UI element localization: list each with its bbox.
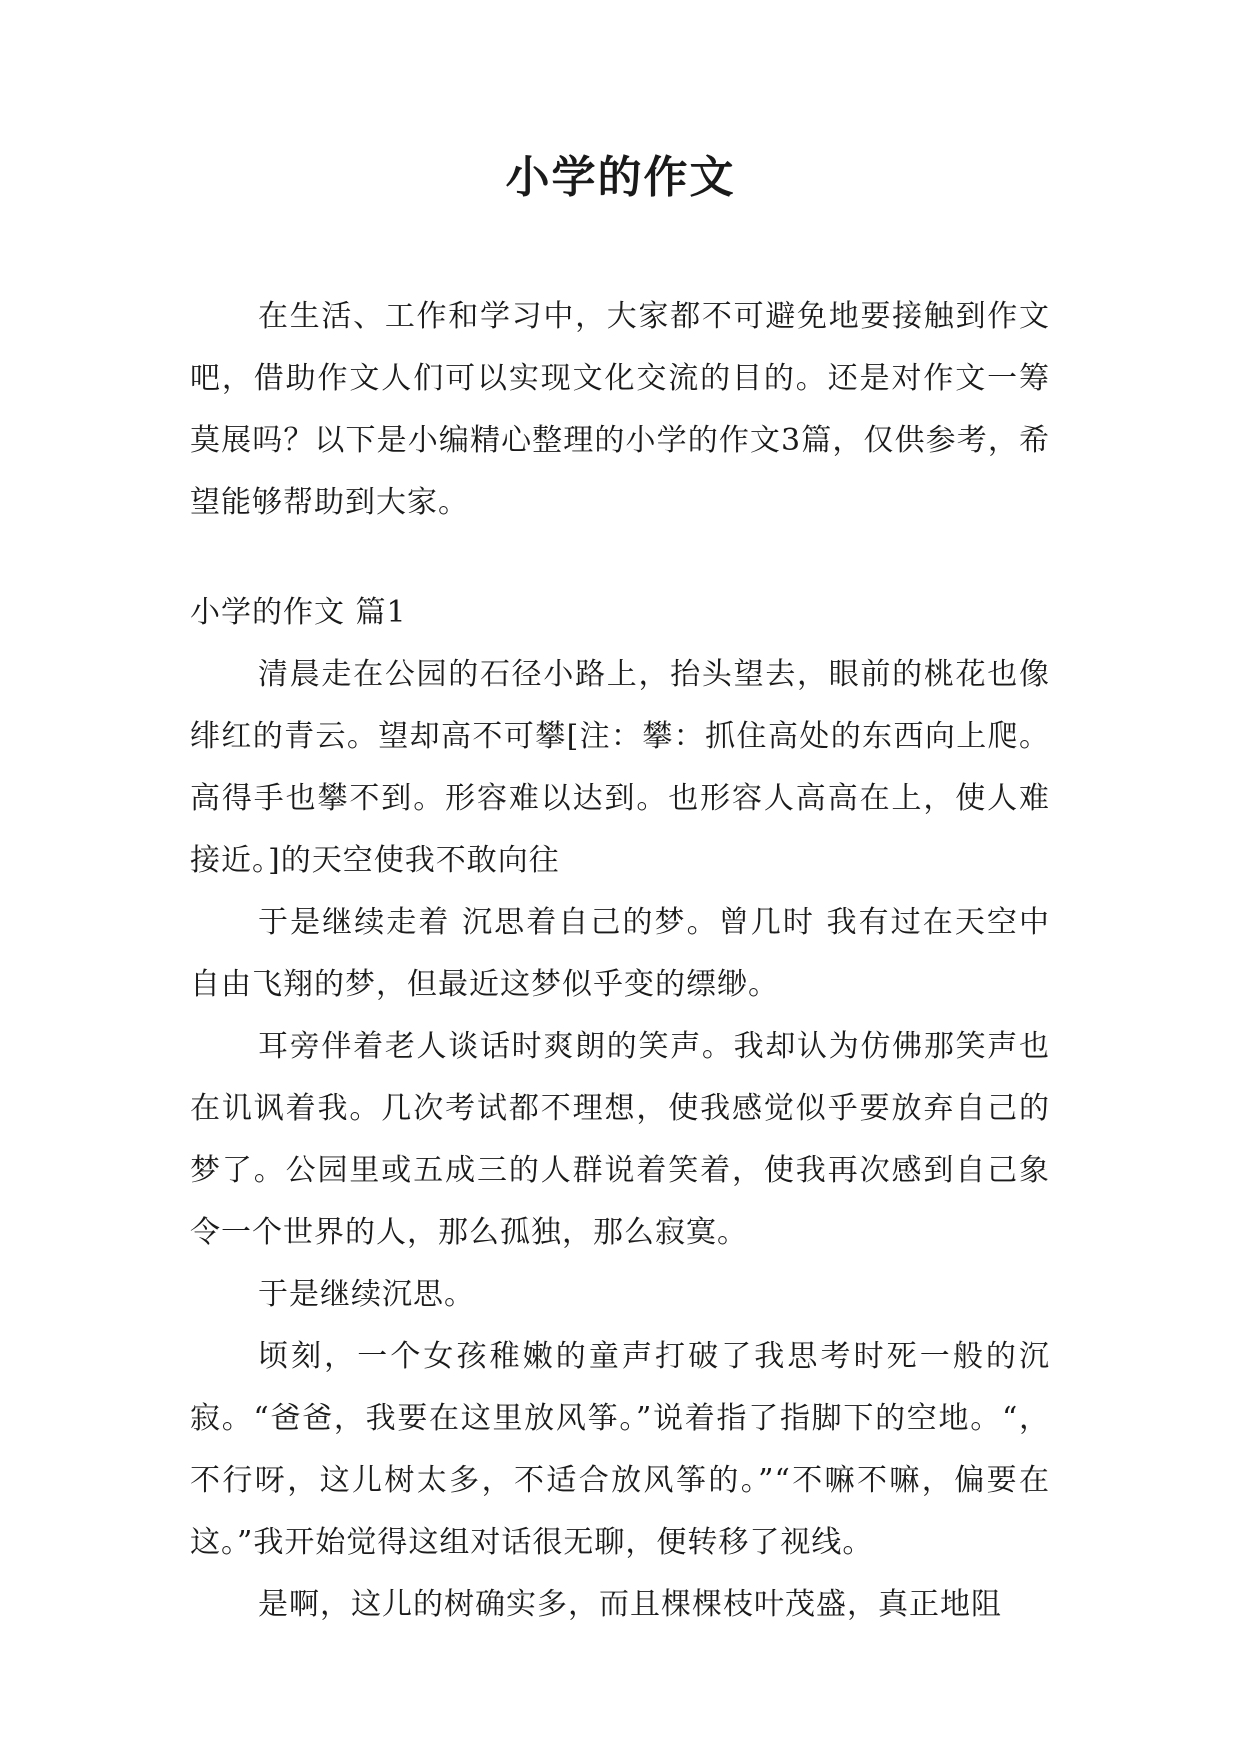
paragraph: 清晨走在公园的石径小路上，抬头望去，眼前的桃花也像绯红的青云。望却高不可攀[注：攀：抓住高处的东西向上爬。高得手也攀不到。形容难以达到。也形容人高高在上，使人难接近。]的天空使我不敢向往 xyxy=(190,657,1050,878)
paragraph: 顷刻，一个女孩稚嫩的童声打破了我思考时死一般的沉寂。“爸爸，我要在这里放风筝。”说着指了指脚下的空地。“，不行呀，这儿树太多，不适合放风筝的。”“不嘛不嘛，偏要在这。”我开始觉得这组对话很无聊，便转移了视线。 xyxy=(190,1339,1050,1560)
paragraph: 是啊，这儿的树确实多，而且棵棵枝叶茂盛，真正地阻 xyxy=(258,1587,1002,1622)
section-heading: 小学的作文 篇1 xyxy=(190,595,407,630)
essay-section-1 xyxy=(190,582,1050,1636)
paragraph: 于是继续走着 沉思着自己的梦。曾几时 我有过在天空中自由飞翔的梦，但最近这梦似乎变的缥缈。 xyxy=(190,905,1050,1002)
intro-paragraph: 在生活、工作和学习中，大家都不可避免地要接触到作文吧，借助作文人们可以实现文化交流的目的。还是对作文一筹莫展吗？以下是小编精心整理的小学的作文3篇，仅供参考，希望能够帮助到大家。 xyxy=(190,299,1050,520)
intro-block xyxy=(190,286,1050,534)
paragraph: 于是继续沉思。 xyxy=(258,1277,475,1312)
paragraph: 耳旁伴着老人谈话时爽朗的笑声。我却认为仿佛那笑声也在讥讽着我。几次考试都不理想，使我感觉似乎要放弃自己的梦了。公园里或五成三的人群说着笑着，使我再次感到自己象令一个世界的人，那么孤独，那么寂寞。 xyxy=(190,1029,1050,1250)
document-title: 小学的作文 xyxy=(505,152,736,203)
